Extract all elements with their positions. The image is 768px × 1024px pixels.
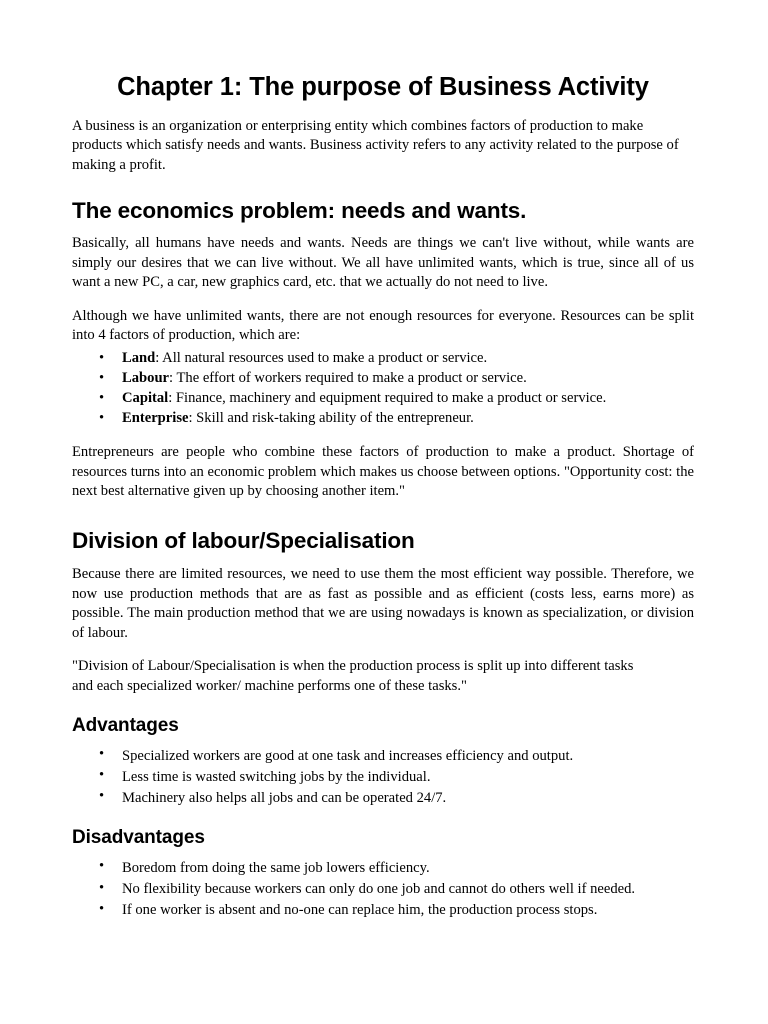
list-item	[72, 389, 694, 409]
section-heading-economics-problem: The economics problem: needs and wants.	[72, 198, 527, 224]
document-content	[72, 72, 694, 921]
list-item: • Specialized workers are good at one task and increases efficiency and output.	[72, 746, 694, 767]
factor-term: Labour	[122, 370, 170, 387]
factor-definition: : Finance, machinery and equipment required to make a product or service.	[168, 390, 607, 407]
intro-paragraph: A business is an organization or enterprising entity which combines factors of production to make products which satisfy needs and wants. Business activity refers to any activity related to the purpose of making a profit.	[72, 118, 679, 173]
subheading-advantages: Advantages	[72, 714, 179, 736]
page-title: Chapter 1: The purpose of Business Activity	[117, 73, 649, 101]
advantages-list	[72, 746, 694, 809]
disadvantages-list	[72, 858, 694, 921]
list-item	[72, 409, 694, 429]
list-item	[72, 349, 694, 369]
factors-of-production-list	[72, 349, 694, 429]
factor-term: Capital	[122, 390, 169, 407]
factor-definition: : Skill and risk-taking ability of the entrepreneur.	[188, 410, 474, 427]
economics-paragraph-1: Basically, all humans have needs and wants. Needs are things we can't live without, while wants are simply our desires that we can live without. We all have unlimited wants, which is true, since all of us want a new PC, a car, new graphics card, etc. that we actually do not need to live.	[72, 235, 694, 291]
factor-definition: : The effort of workers required to make a product or service.	[169, 370, 527, 387]
division-definition-quote: "Division of Labour/Specialisation is when the production process is split up into different tasks and each specialized worker/ machine performs one of these tasks."	[72, 658, 634, 694]
factor-term: Land	[122, 350, 156, 367]
list-item: • If one worker is absent and no-one can replace him, the production process stops.	[72, 900, 694, 921]
list-item: • Less time is wasted switching jobs by the individual.	[72, 767, 694, 788]
subheading-disadvantages: Disadvantages	[72, 827, 205, 849]
list-item: • Machinery also helps all jobs and can be operated 24/7.	[72, 788, 694, 809]
division-paragraph-1: Because there are limited resources, we need to use them the most efficient way possible. Therefore, we now use production methods that are as fast as possible and as efficient (costs less, earns more) as possible. The main production method that we are using nowadays is known as specialization, or division of labour.	[72, 566, 694, 641]
factor-definition: : All natural resources used to make a product or service.	[155, 350, 488, 367]
list-item	[72, 369, 694, 389]
list-item: • No flexibility because workers can only do one job and cannot do others well if needed.	[72, 879, 694, 900]
section-heading-division-of-labour: Division of labour/Specialisation	[72, 528, 415, 554]
factor-term: Enterprise	[122, 410, 189, 427]
list-item: • Boredom from doing the same job lowers efficiency.	[72, 858, 694, 879]
economics-paragraph-2: Although we have unlimited wants, there are not enough resources for everyone. Resources can be split into 4 factors of production, which are:	[72, 307, 694, 343]
economics-paragraph-3: Entrepreneurs are people who combine these factors of production to make a product. Shortage of resources turns into an economic problem which makes us choose between options. "Opportunity cost: the next best alternative given up by choosing another item."	[72, 444, 694, 500]
